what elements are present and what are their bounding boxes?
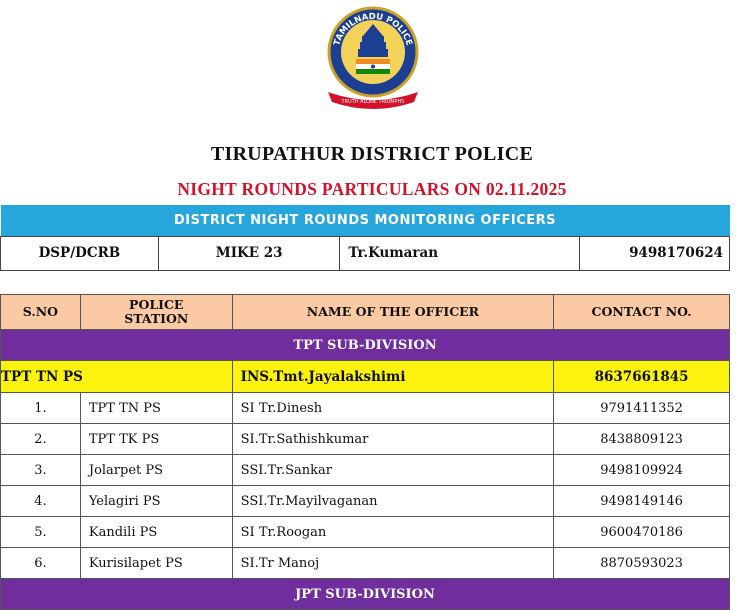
table-row — [1, 393, 730, 424]
row-officer: SI.Tr Manoj — [232, 548, 554, 579]
row-station: Kandili PS — [80, 517, 232, 548]
row-contact: 9498109924 — [554, 455, 730, 486]
table-row — [1, 486, 730, 517]
row-sno: 5. — [1, 517, 81, 548]
page-subtitle: NIGHT ROUNDS PARTICULARS ON 02.11.2025 — [177, 179, 567, 199]
row-officer: SSI.Tr.Sankar — [232, 455, 554, 486]
row-contact: 9600470186 — [554, 517, 730, 548]
row-officer: SI Tr.Roogan — [232, 517, 554, 548]
header-sno: S.NO — [1, 295, 81, 330]
row-station: Jolarpet PS — [80, 455, 232, 486]
header-officer: NAME OF THE OFFICER — [232, 295, 554, 330]
page-title: TIRUPATHUR DISTRICT POLICE — [210, 143, 534, 165]
monitoring-call-sign: MIKE 23 — [158, 236, 340, 270]
monitoring-designation: DSP/DCRB — [1, 236, 159, 270]
logo-text: TAMILNADU POLICE — [332, 11, 414, 47]
row-station: Yelagiri PS — [80, 486, 232, 517]
row-contact: 8870593023 — [554, 548, 730, 579]
header-station — [80, 295, 232, 330]
inspector-officer: INS.Tmt.Jayalakshimi — [232, 361, 554, 393]
monitoring-row — [1, 236, 730, 270]
monitoring-contact: 9498170624 — [580, 236, 730, 270]
inspector-row — [1, 361, 730, 393]
header-contact: CONTACT NO. — [554, 295, 730, 330]
monitoring-heading: DISTRICT NIGHT ROUNDS MONITORING OFFICERS — [1, 205, 730, 236]
division-label: JPT SUB-DIVISION — [1, 579, 730, 610]
row-sno: 1. — [1, 393, 81, 424]
row-contact: 9791411352 — [554, 393, 730, 424]
row-station: Kurisilapet PS — [80, 548, 232, 579]
row-sno: 4. — [1, 486, 81, 517]
table-row — [1, 548, 730, 579]
header-station-line2: STATION — [124, 311, 189, 326]
table-row — [1, 424, 730, 455]
row-station: TPT TN PS — [80, 393, 232, 424]
night-rounds-table — [0, 294, 730, 610]
row-officer: SI Tr.Dinesh — [232, 393, 554, 424]
monitoring-officer: Tr.Kumaran — [340, 236, 580, 270]
header-station-line1: POLICE — [129, 297, 184, 313]
table-row — [1, 517, 730, 548]
division-row — [1, 330, 730, 361]
row-contact: 8438809123 — [554, 424, 730, 455]
monitoring-table — [0, 205, 730, 271]
logo-motto: TRUTH ALONE TRIUMPHS — [341, 99, 405, 105]
division-row — [1, 579, 730, 610]
row-officer: SSI.Tr.Mayilvaganan — [232, 486, 554, 517]
row-station: TPT TK PS — [80, 424, 232, 455]
table-row — [1, 455, 730, 486]
row-contact: 9498149146 — [554, 486, 730, 517]
row-sno: 2. — [1, 424, 81, 455]
row-sno: 6. — [1, 548, 81, 579]
inspector-station: TPT TN PS — [1, 361, 233, 393]
row-officer: SI.Tr.Sathishkumar — [232, 424, 554, 455]
row-sno: 3. — [1, 455, 81, 486]
table-header — [1, 295, 730, 330]
division-label: TPT SUB-DIVISION — [1, 330, 730, 361]
tamilnadu-police-emblem — [318, 4, 428, 114]
inspector-contact: 8637661845 — [554, 361, 730, 393]
